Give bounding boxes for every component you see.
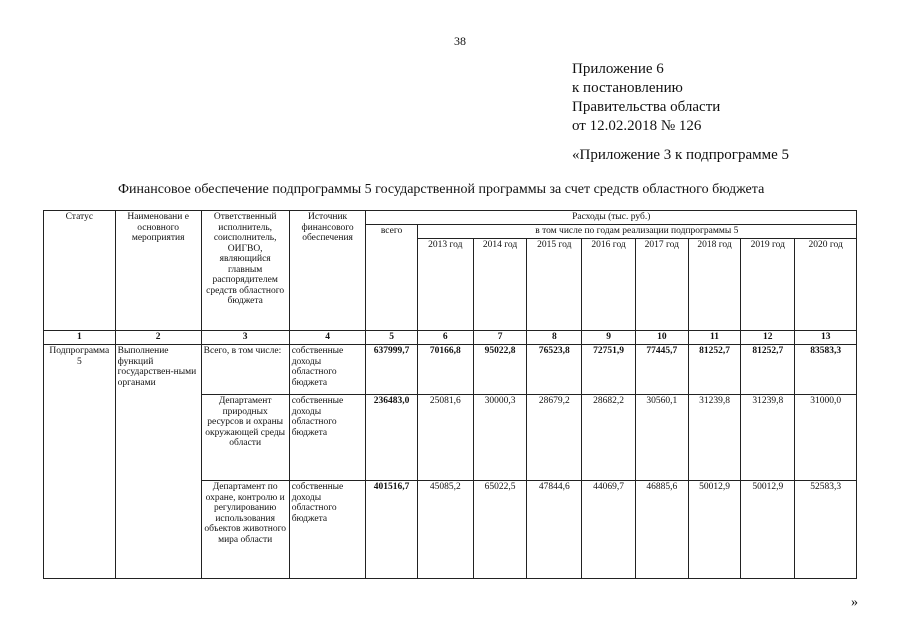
table-row (44, 345, 857, 395)
responsible-cell: Всего, в том числе: (201, 345, 289, 395)
source-cell: собственные доходы областного бюджета (289, 345, 366, 395)
value-cell: 70166,8 (417, 345, 473, 395)
attachment-line: Правительства области (572, 99, 721, 115)
appendix-reference: «Приложение 3 к подпрограмме 5 (572, 147, 790, 163)
column-index: 3 (201, 331, 289, 345)
column-index: 9 (582, 331, 635, 345)
column-index-row (44, 331, 857, 345)
page-number: 38 (454, 34, 466, 48)
header-total: всего (366, 225, 417, 331)
value-cell: 46885,6 (635, 481, 688, 579)
value-cell: 30560,1 (635, 395, 688, 481)
value-cell: 25081,6 (417, 395, 473, 481)
attachment-line: Приложение 6 (572, 61, 664, 77)
column-index: 13 (795, 331, 857, 345)
value-cell: 31000,0 (795, 395, 857, 481)
header-year: 2014 год (473, 239, 526, 331)
column-index: 5 (366, 331, 417, 345)
header-name: Наименовани е основного мероприятия (115, 211, 201, 331)
header-year: 2013 год (417, 239, 473, 331)
total-cell: 236483,0 (366, 395, 417, 481)
column-index: 12 (741, 331, 795, 345)
value-cell: 77445,7 (635, 345, 688, 395)
header-source: Источник финансового обеспечения (289, 211, 366, 331)
value-cell: 44069,7 (582, 481, 635, 579)
value-cell: 81252,7 (688, 345, 740, 395)
column-index: 11 (688, 331, 740, 345)
column-index: 10 (635, 331, 688, 345)
value-cell: 28679,2 (527, 395, 582, 481)
responsible-cell: Департамент по охране, контролю и регулированию использования объектов животного мира области (201, 481, 289, 579)
source-cell: собственные доходы областного бюджета (289, 481, 366, 579)
attachment-line: от 12.02.2018 № 126 (572, 118, 702, 134)
value-cell: 52583,3 (795, 481, 857, 579)
value-cell: 50012,9 (741, 481, 795, 579)
value-cell: 50012,9 (688, 481, 740, 579)
header-year: 2016 год (582, 239, 635, 331)
header-year: 2017 год (635, 239, 688, 331)
header-year: 2019 год (741, 239, 795, 331)
financing-table (43, 210, 857, 579)
column-index: 7 (473, 331, 526, 345)
header-year: 2020 год (795, 239, 857, 331)
value-cell: 31239,8 (741, 395, 795, 481)
attachment-line: к постановлению (572, 80, 683, 96)
column-index: 4 (289, 331, 366, 345)
header-expenses: Расходы (тыс. руб.) (366, 211, 857, 225)
responsible-cell: Департамент природных ресурсов и охраны окружающей среды области (201, 395, 289, 481)
value-cell: 76523,8 (527, 345, 582, 395)
column-index: 8 (527, 331, 582, 345)
source-cell: собственные доходы областного бюджета (289, 395, 366, 481)
total-cell: 401516,7 (366, 481, 417, 579)
value-cell: 45085,2 (417, 481, 473, 579)
header-year: 2015 год (527, 239, 582, 331)
total-cell: 637999,7 (366, 345, 417, 395)
value-cell: 95022,8 (473, 345, 526, 395)
header-status: Статус (44, 211, 116, 331)
value-cell: 28682,2 (582, 395, 635, 481)
header-year: 2018 год (688, 239, 740, 331)
document-title: Финансовое обеспечение подпрограммы 5 государственной программы за счет средств областного бюджета (118, 182, 765, 197)
value-cell: 31239,8 (688, 395, 740, 481)
value-cell: 30000,3 (473, 395, 526, 481)
header-responsible: Ответственный исполнитель, соисполнитель, ОИГВО, являющийся главным распорядителем средств областного бюджета (201, 211, 289, 331)
column-index: 1 (44, 331, 116, 345)
status-cell: Подпрограмма 5 (44, 345, 116, 579)
value-cell: 72751,9 (582, 345, 635, 395)
value-cell: 65022,5 (473, 481, 526, 579)
value-cell: 47844,6 (527, 481, 582, 579)
header-by-years: в том числе по годам реализации подпрограммы 5 (417, 225, 856, 239)
column-index: 2 (115, 331, 201, 345)
value-cell: 83583,3 (795, 345, 857, 395)
activity-name-cell: Выполнение функций государствен-ными органами (115, 345, 201, 579)
attachment-header (572, 60, 720, 136)
column-index: 6 (417, 331, 473, 345)
closing-quote: » (851, 595, 858, 610)
value-cell: 81252,7 (741, 345, 795, 395)
